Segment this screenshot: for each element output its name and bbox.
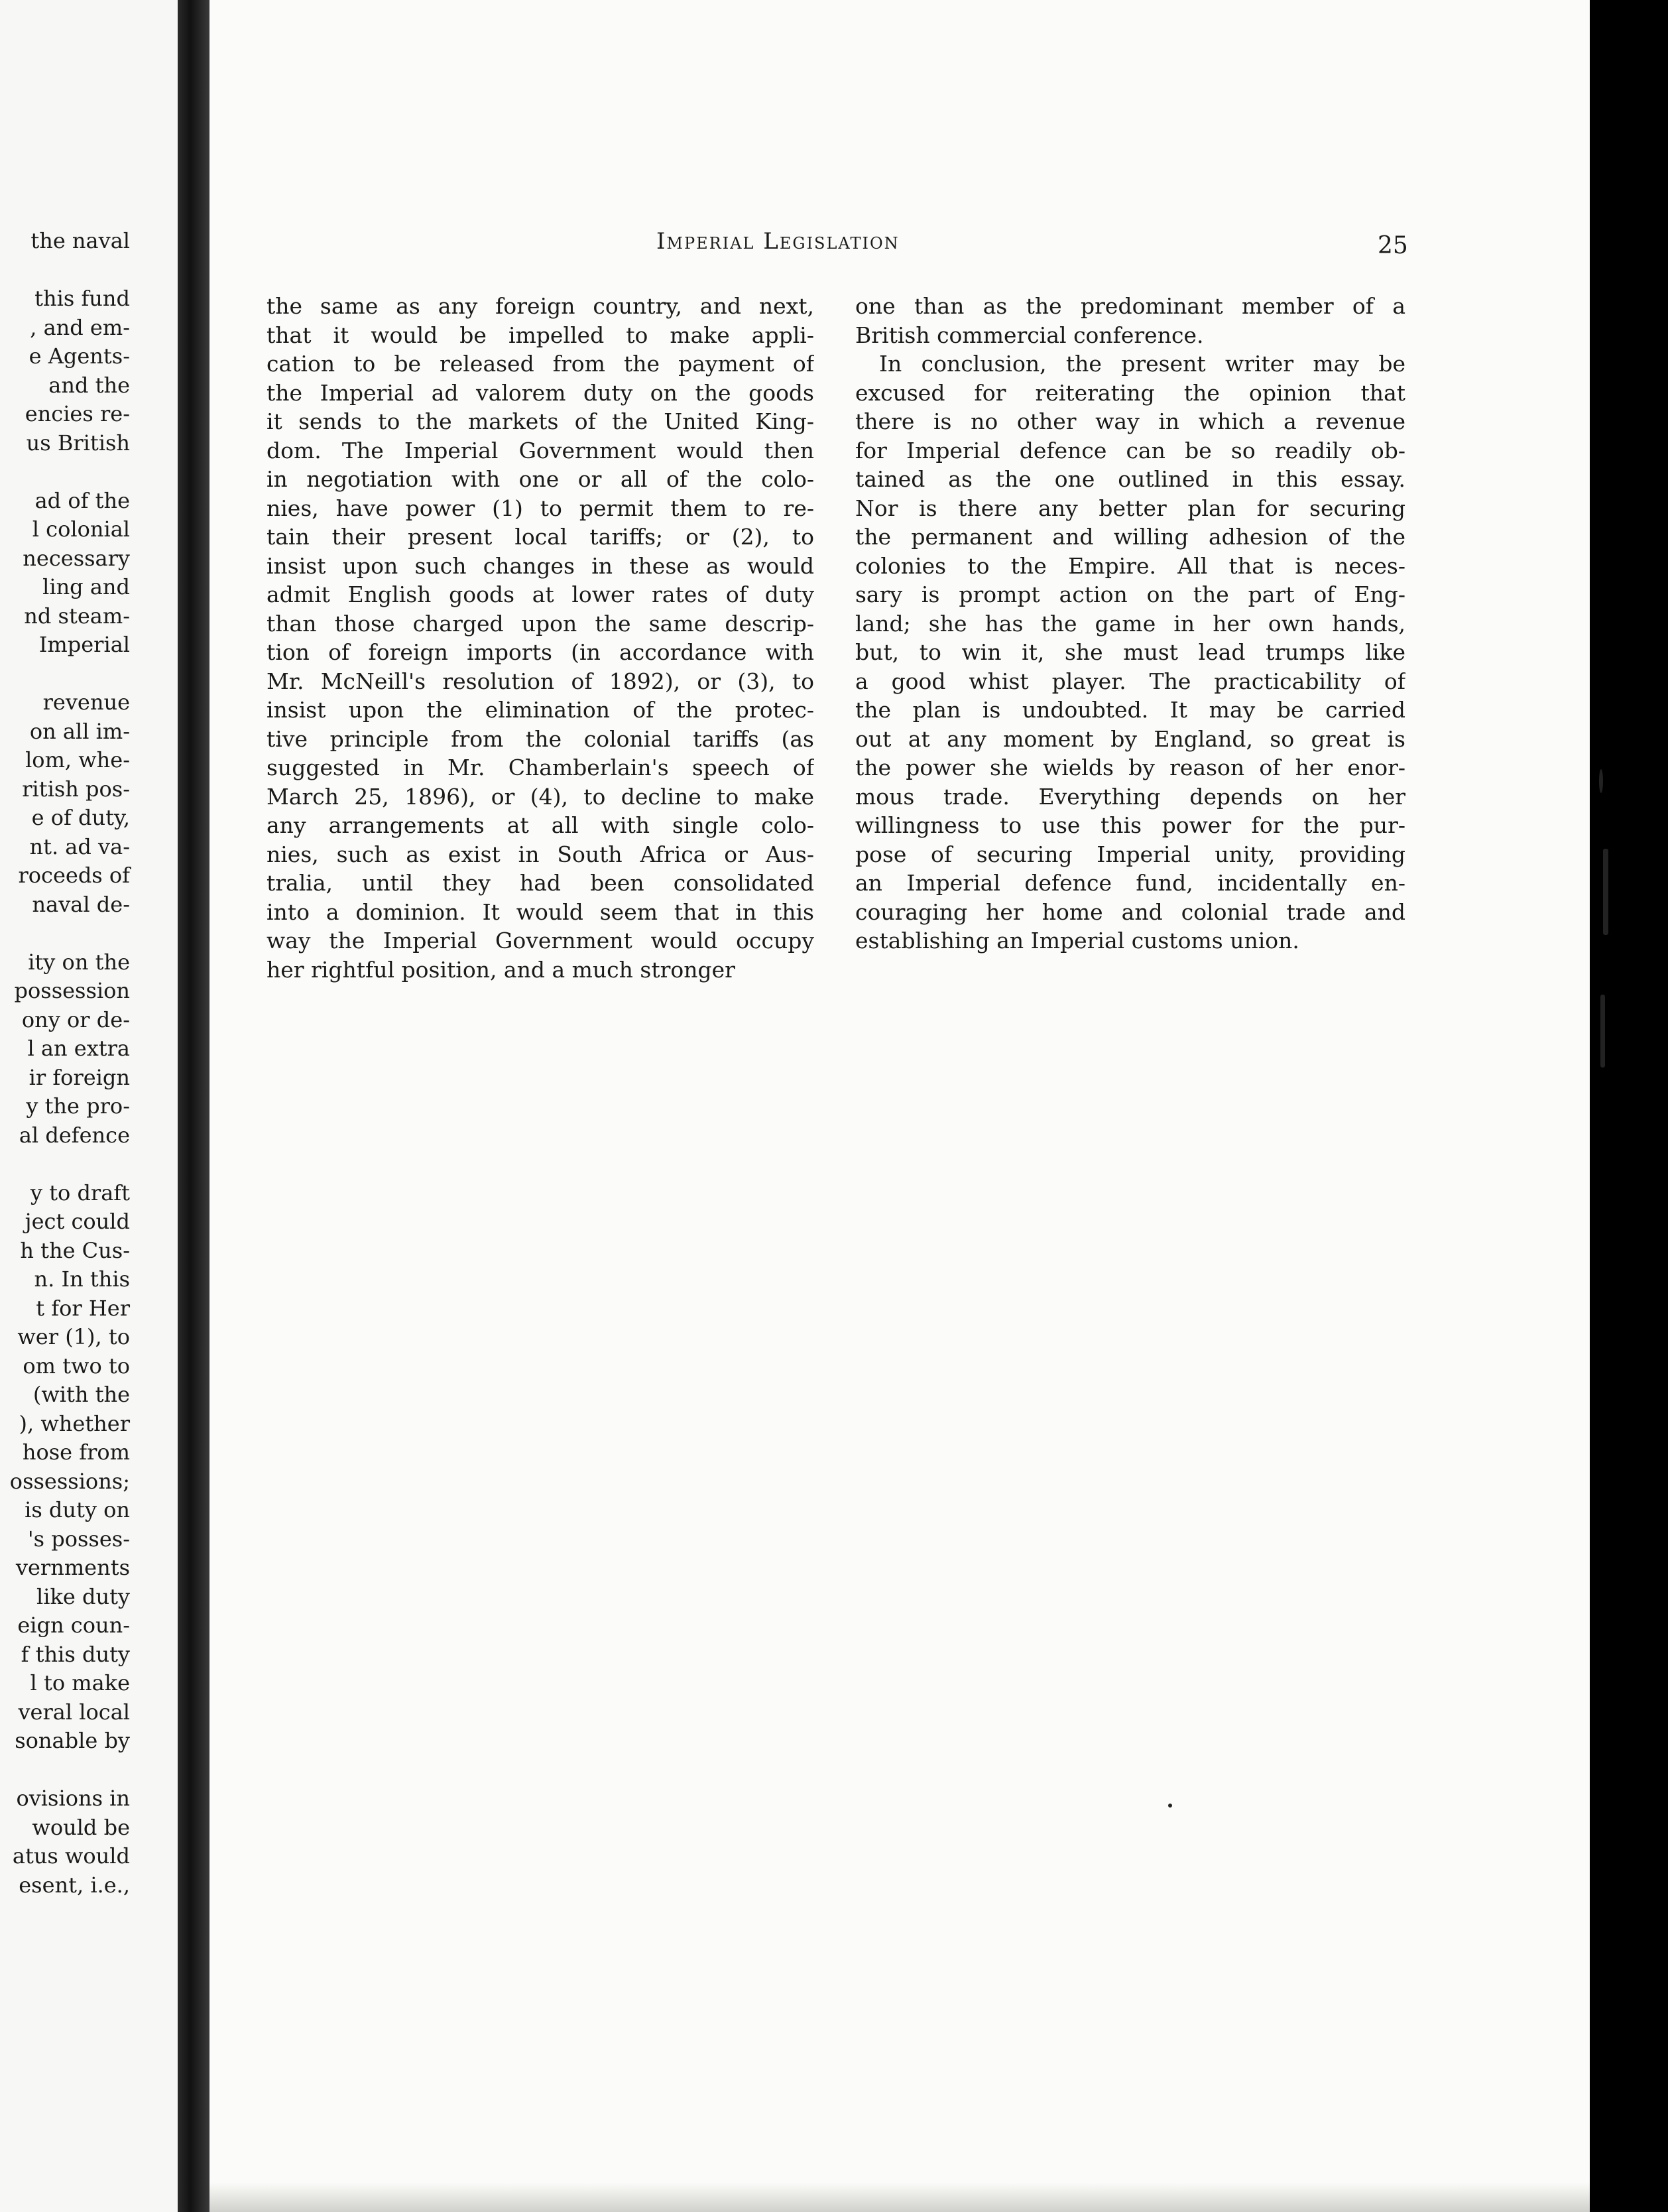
scan-mark	[1599, 769, 1603, 793]
text-line: than those charged upon the same descrip-	[267, 610, 814, 637]
text-column-right	[855, 292, 1405, 955]
text-line: suggested in Mr. Chamberlain's speech of	[267, 755, 814, 780]
facing-page-line: eign coun-	[17, 1613, 130, 1638]
text-line: any arrangements at all with single colo-	[267, 812, 814, 838]
text-line: dom. The Imperial Government would then	[267, 437, 814, 463]
text-line: land; she has the game in her own hands,	[855, 610, 1405, 637]
text-line: one than as the predominant member of a	[855, 293, 1405, 319]
text-line: Nor is there any better plan for securing	[855, 495, 1405, 521]
facing-page-line: is duty on	[25, 1497, 130, 1522]
facing-page-line: nd steam-	[24, 603, 130, 629]
facing-page-line	[0, 919, 130, 948]
text-line: out at any moment by England, so great is	[855, 725, 1405, 752]
facing-page-line: l colonial	[32, 517, 130, 542]
facing-page-line	[0, 1150, 130, 1179]
facing-page-line: ovisions in	[16, 1786, 130, 1811]
text-line: establishing an Imperial customs union.	[855, 928, 1299, 953]
facing-page-line: l an extra	[27, 1036, 130, 1061]
facing-page-line: on all im-	[29, 718, 130, 744]
text-line: willingness to use this power for the pur-	[855, 812, 1405, 838]
facing-page-line: y to draft	[30, 1180, 130, 1205]
text-line: the same as any foreign country, and next,	[267, 293, 814, 319]
facing-page-line	[0, 1756, 130, 1785]
text-line: tralia, until they had been consolidated	[267, 870, 814, 896]
text-line: mous trade. Everything depends on her	[855, 783, 1405, 810]
facing-page-line: wer (1), to	[17, 1324, 130, 1349]
text-line: for Imperial defence can be so readily ob-	[855, 437, 1405, 463]
facing-page-line	[0, 256, 130, 285]
facing-page-line: atus would	[12, 1843, 130, 1869]
facing-page-line: the naval	[30, 228, 130, 253]
facing-page-line: us British	[26, 430, 130, 456]
facing-page-line: ony or de-	[21, 1007, 130, 1032]
facing-page-line: ir foreign	[29, 1064, 130, 1090]
text-line: tain their present local tariffs; or (2), to	[267, 524, 814, 550]
scan-mark	[1168, 1804, 1172, 1808]
facing-page-line: this fund	[34, 286, 130, 311]
facing-page-fragment	[0, 0, 178, 2212]
facing-page-line: om two to	[23, 1353, 130, 1379]
facing-page-line: naval de-	[32, 891, 130, 917]
text-line: the plan is undoubted. It may be carried	[855, 697, 1405, 723]
running-header: Imperial Legislation	[656, 228, 900, 255]
page-number: 25	[1378, 232, 1408, 259]
facing-page-line: (with the	[32, 1382, 130, 1407]
facing-page-line: e of duty,	[31, 805, 130, 830]
facing-page-line: hose from	[22, 1440, 130, 1465]
text-line: that it would be impelled to make appli-	[267, 322, 814, 348]
facing-page-line: e Agents-	[29, 343, 130, 369]
text-line: tion of foreign imports (in accordance with	[267, 639, 814, 665]
scan-border	[1590, 0, 1668, 2212]
text-line: In conclusion, the present writer may be	[879, 351, 1405, 377]
text-line: an Imperial defence fund, incidentally en-	[855, 870, 1405, 896]
facing-page-line: possession	[14, 978, 130, 1003]
text-line: nies, have power (1) to permit them to re-	[267, 495, 814, 521]
text-line: pose of securing Imperial unity, providing	[855, 841, 1405, 867]
text-line: couraging her home and colonial trade and	[855, 898, 1405, 925]
text-line: Mr. McNeill's resolution of 1892), or (3), to	[267, 668, 814, 694]
facing-page-line: ling and	[42, 574, 130, 599]
facing-page-line: h the Cus-	[20, 1237, 130, 1263]
facing-page-line: lom, whe-	[25, 747, 130, 772]
text-line: into a dominion. It would seem that in this	[267, 898, 814, 925]
facing-page-line: veral local	[18, 1699, 130, 1725]
facing-page-line: al defence	[19, 1122, 130, 1148]
text-line: the power she wields by reason of her enor-	[855, 755, 1405, 780]
facing-page-line: necessary	[23, 545, 130, 571]
scan-mark	[1603, 849, 1608, 935]
text-line: British commercial conference.	[855, 322, 1204, 348]
facing-page-line: ), whether	[19, 1410, 130, 1436]
text-line: tained as the one outlined in this essay.	[855, 466, 1405, 492]
text-line: there is no other way in which a revenue	[855, 408, 1405, 434]
text-line: cation to be released from the payment of	[267, 351, 814, 377]
facing-page-line: t for Her	[36, 1295, 130, 1321]
facing-page-line: and the	[48, 372, 130, 398]
facing-page-line: , and em-	[30, 314, 130, 340]
text-line: a good whist player. The practicability of	[855, 668, 1405, 694]
text-line: her rightful position, and a much stronger	[267, 956, 735, 983]
text-line: but, to win it, she must lead trumps like	[855, 639, 1405, 665]
text-line: it sends to the markets of the United King-	[267, 408, 814, 434]
facing-page-line	[0, 660, 130, 689]
facing-page-line: encies re-	[25, 401, 130, 426]
facing-page-line: ject could	[25, 1209, 130, 1234]
facing-page-line: ad of the	[34, 487, 130, 513]
text-line: tive principle from the colonial tariffs (as	[267, 725, 814, 752]
text-line: the permanent and willing adhesion of the	[855, 524, 1405, 550]
facing-page-line: vernments	[15, 1555, 130, 1580]
scan-mark	[1600, 995, 1605, 1068]
facing-page-line: f this duty	[21, 1641, 130, 1667]
text-column-left	[267, 292, 814, 984]
facing-page-line: 's posses-	[27, 1526, 130, 1552]
facing-page-line: revenue	[42, 690, 130, 715]
facing-page-line: would be	[32, 1814, 130, 1840]
facing-page-line: ritish pos-	[22, 776, 130, 802]
text-line: insist upon such changes in these as would	[267, 552, 814, 579]
book-gutter	[178, 0, 209, 2212]
text-line: admit English goods at lower rates of duty	[267, 582, 814, 607]
facing-page-line: n. In this	[34, 1266, 130, 1292]
text-line: excused for reiterating the opinion that	[855, 379, 1405, 406]
text-line: sary is prompt action on the part of Eng-	[855, 582, 1405, 607]
facing-page-line: y the pro-	[26, 1093, 130, 1119]
text-line: March 25, 1896), or (4), to decline to make	[267, 783, 814, 810]
text-line: the Imperial ad valorem duty on the goods	[267, 379, 814, 406]
facing-page-line: nt. ad va-	[29, 833, 130, 859]
facing-page-line: Imperial	[38, 632, 130, 657]
facing-page-line: like duty	[36, 1583, 130, 1609]
text-line: in negotiation with one or all of the colo-	[267, 466, 814, 492]
page-bottom-edge	[209, 2183, 1590, 2212]
facing-page-text	[0, 227, 130, 1900]
text-line: way the Imperial Government would occupy	[267, 928, 814, 953]
facing-page-line: roceeds of	[18, 863, 130, 888]
facing-page-line: esent, i.e.,	[19, 1872, 130, 1898]
facing-page-line: ity on the	[28, 949, 130, 975]
facing-page-line: l to make	[30, 1670, 130, 1695]
text-line: insist upon the elimination of the protec-	[267, 697, 814, 723]
facing-page-line: sonable by	[15, 1728, 130, 1753]
facing-page-line	[0, 458, 130, 487]
facing-page-line: ossessions;	[9, 1468, 130, 1494]
text-line: nies, such as exist in South Africa or Aus-	[267, 841, 814, 867]
text-line: colonies to the Empire. All that is neces-	[855, 552, 1405, 579]
